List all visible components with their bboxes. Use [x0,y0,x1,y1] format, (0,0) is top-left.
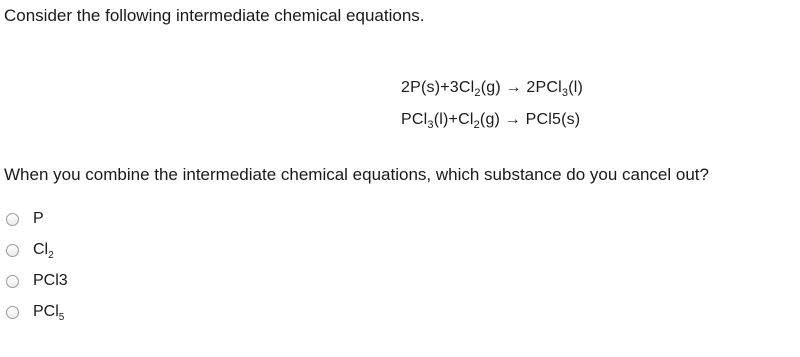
eq1-part: (g) [480,79,501,96]
eq2-part: PCl5(s) [525,111,581,128]
answer-label-base: PCl [33,303,59,320]
answer-label [33,209,44,229]
radio-button-icon[interactable] [6,275,19,288]
eq2-part: (g) [479,111,501,128]
equation-block [401,78,583,130]
eq2-subscript: 3 [427,119,434,131]
radio-button-icon[interactable] [6,306,19,319]
eq2-subscript: 2 [473,119,480,131]
answer-label-base: PCl3 [33,272,68,289]
answer-label-base: Cl [33,241,49,258]
equation-2 [401,110,583,130]
radio-button-icon[interactable] [6,244,19,257]
answer-option-pcl3[interactable] [6,270,68,292]
answer-label [33,271,68,291]
eq2-part: (l)+Cl [433,111,474,128]
answer-option-p[interactable] [6,208,68,230]
answer-label-subscript: 5 [58,312,65,323]
answer-option-cl2[interactable] [6,239,68,261]
eq1-part: (l) [568,79,584,96]
question-text: When you combine the intermediate chemical equations, which substance do you cancel out? [4,165,709,184]
answer-label [33,240,54,260]
eq1-part: 2PCl [526,79,562,96]
eq1-subscript: 2 [474,87,481,99]
answer-label [33,302,64,322]
reaction-arrow-icon: → [504,111,521,128]
radio-button-icon[interactable] [6,213,19,226]
reaction-arrow-icon: → [505,79,522,96]
answer-label-subscript: 2 [48,250,54,261]
answer-option-pcl5[interactable] [6,301,68,323]
equation-1 [401,78,583,98]
eq2-part: PCl [401,111,428,128]
answer-label-base: P [33,210,44,227]
intro-text: Consider the following intermediate chemical equations. [4,6,425,25]
answer-options [6,208,68,332]
eq1-subscript: 3 [561,87,569,99]
eq1-part: 2P(s)+3Cl [401,79,475,96]
